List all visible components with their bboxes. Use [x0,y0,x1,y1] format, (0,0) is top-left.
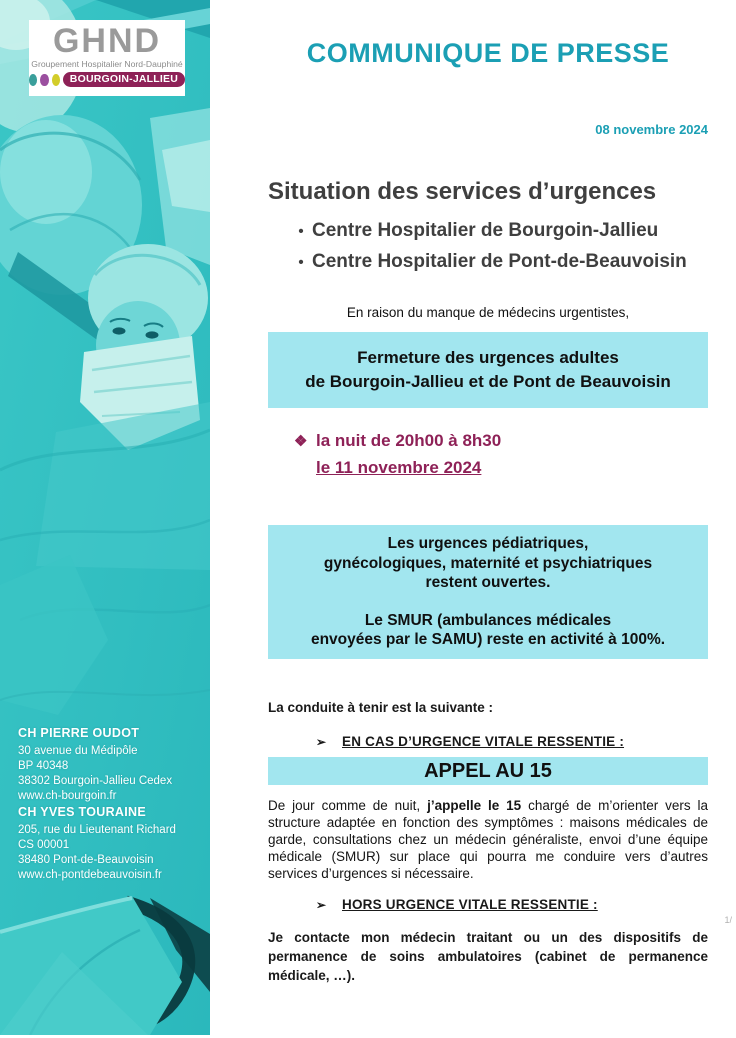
hospital-name: Centre Hospitalier de Bourgoin-Jallieu [312,220,659,241]
contact-block-pont-de-beauvoisin [18,805,176,883]
eye-left [113,327,126,334]
open-services-line: restent ouvertes. [425,574,551,591]
non-vital-paragraph: Je contacte mon médecin traitant ou un des dispositifs de permanence de soins ambulatoires (cabinet de permanence médicale, …). [268,929,708,983]
hospital-name: Centre Hospitalier de Pont-de-Beauvoisin [312,251,687,272]
closure-line: Fermeture des urgences adultes [357,348,619,367]
list-item [268,216,708,247]
arrow-bullet-icon: ➢ [316,734,327,749]
eye-right [146,331,159,338]
arrow-bullet-icon: ➢ [316,897,327,912]
case-vital-emergency [268,733,708,751]
logo-subtitle: Groupement Hospitalier Nord-Dauphiné [31,59,183,69]
paragraph-text: De jour comme de nuit, [268,797,428,813]
situation-title: Situation des services d’urgences [268,178,657,205]
logo-dot-yellow-icon [52,74,60,86]
contact-title: CH PIERRE OUDOT [18,726,140,740]
contact-line: CS 00001 [18,839,70,851]
vital-emergency-paragraph [268,797,708,882]
document-title: COMMUNIQUE DE PRESSE [306,38,670,68]
document-date: 08 novembre 2024 [595,122,708,137]
bullet-icon: • [298,254,304,271]
logo-acronym: GHND [52,22,162,60]
sidebar-photo-panel [0,0,210,1035]
press-release-body [210,0,736,1038]
night-closure-note [268,428,708,481]
night-date: le 11 novembre 2024 [316,458,482,477]
case-non-vital-emergency [268,896,708,914]
ghnd-logo [29,20,185,96]
smur-line: envoyées par le SAMU) reste en activité à 100%. [310,631,666,648]
page-number: 1/ [724,915,732,925]
hospital-list [268,216,708,278]
case-label: HORS URGENCE VITALE RESSENTIE : [342,896,598,912]
open-services-line: Les urgences pédiatriques, [387,535,589,552]
contact-website: www.ch-pontdebeauvoisin.fr [18,869,162,881]
diamond-bullet-icon: ❖ [294,433,308,450]
list-item [268,247,708,278]
contact-block-bourgoin [18,726,172,804]
contact-title: CH YVES TOURAINE [18,805,146,819]
contact-line: 205, rue du Lieutenant Richard [18,824,176,836]
open-services-line: gynécologiques, maternité et psychiatriques [323,554,653,572]
intro-line: En raison du manque de médecins urgentistes, [346,305,630,320]
contact-website: www.ch-bourgoin.fr [18,790,117,802]
logo-city-badge: BOURGOIN-JALLIEU [63,72,185,87]
case-label: EN CAS D’URGENCE VITALE RESSENTIE : [342,733,625,749]
contact-line: 38480 Pont-de-Beauvoisin [18,854,154,866]
closure-highlight-box [268,332,708,408]
contact-line: 30 avenue du Médipôle [18,745,138,757]
contact-line: 38302 Bourgoin-Jallieu Cedex [18,775,173,787]
night-hours: la nuit de 20h00 à 8h30 [316,431,502,450]
logo-dot-purple-icon [40,74,48,86]
conduite-lead: La conduite à tenir est la suivante : [268,699,494,715]
closure-line: de Bourgoin-Jallieu et de Pont de Beauvoisin [305,372,671,391]
paragraph-bold-text: j’appelle le 15 [427,797,522,813]
call-15-banner: APPEL AU 15 [268,757,708,785]
logo-dot-teal-icon [29,74,37,86]
paragraph-text: chargé de m’orienter vers la structure adaptée en fonction des symptômes : maisons médicales de garde, consultations chez un médecin généraliste, envoi d’une équipe médicale (SMUR) sur place qui pourra me conduire vers d’autres services d’urgences si nécessaire. [268,797,709,881]
smur-line: Le SMUR (ambulances médicales [364,611,612,629]
contact-line: BP 40348 [18,760,69,772]
services-open-box [268,525,708,659]
bullet-icon: • [298,223,304,240]
